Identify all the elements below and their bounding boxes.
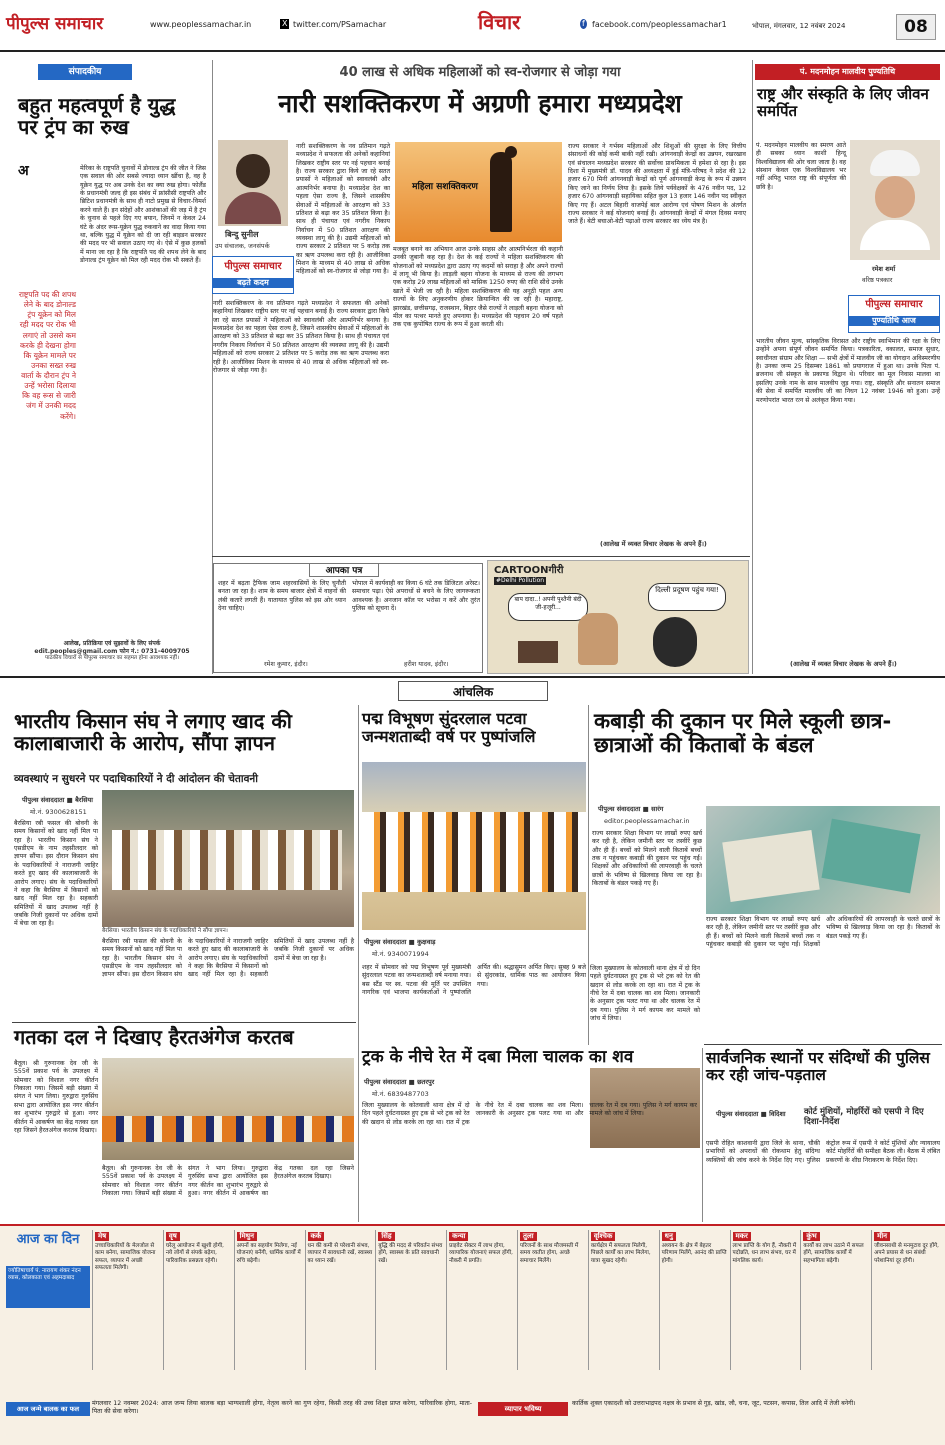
tribute-brand-sub: पुण्यतिथि आज (849, 316, 939, 326)
twitter-icon: X (282, 19, 288, 28)
sign-name: वृष (166, 1232, 180, 1241)
cartoon-title: CARTOONगीरी (494, 565, 564, 576)
tribute-col1: पं. मदनमोहन मालवीय का स्मरण आते ही सबका ध्यान काशी हिन्दू विश्वविद्यालय की ओर चला जाता है। वह संस्थान केवल एक विश्वविद्यालय भर नहीं अपितु भारत राष्ट्र की संपूर्णता की छवि है। (756, 142, 846, 191)
cartoon-subtitle: #Delhi Pollution (496, 577, 545, 584)
story5-photo (102, 1058, 354, 1160)
tribute-body: भारतीय जीवन मूल्य, सांस्कृतिक विरासत और राष्ट्रीय स्वाभिमान की रक्षा के लिए उन्होंने अपना संपूर्ण जीवन समर्पित किया। पत्रकारिता, वकालत, समाज सुधार, स्वाधीनता संग्राम और शिक्षा — सभी क्षेत्रों में मालवीय जी का योगदान अविस्मरणीय है। उनका जन्म 25 दिसम्बर 1861 को प्रयागराज में हुआ था। उनके पिता पं. ब्रजनाथ जी संस्कृत के प्रकाण्ड विद्वान थे। परिवार का मूल निवास मालवा था इसलिए उनके नाम के साथ मालवीय जुड़ गया। राष्ट्र, संस्कृति और सनातन समाज की सेवा में समर्पित मालवीय जी का निधन 12 नवंबर 1946 को हुआ। उन्हें मरणोपरांत भारत रत्न से अलंकृत किया गया। (756, 338, 940, 404)
lead-headline: नारी सशक्तिकरण में अग्रणी हमारा मध्यप्रदेश (278, 89, 682, 118)
horoscope-sign (659, 1230, 730, 1370)
story3-body: राज्य सरकार शिक्षा विभाग पर लाखों रुपए खर्च कर रही है, लेकिन जमीनी स्तर पर तस्वीरें कुछ और ही हैं। बच्चों को मिलने वाली किताबें बच्चों तक न पहुंचकर कबाड़ी की दुकान पर पहुंच गईं। शिक्षकों और अधिकारियों की लापरवाही के चलते छात्रों के भविष्य से खिलवाड़ किया जा रहा है। किताबों के बंडल पकड़े गए हैं। (706, 916, 940, 949)
horoscope-title: आज का दिन (16, 1232, 80, 1247)
lead-author: बिन्दु सुनील (225, 230, 259, 239)
sign-name: वृश्चिक (591, 1232, 616, 1241)
cartoon-figure-1 (578, 613, 618, 665)
editorial-footer (18, 640, 206, 662)
tribute-author-role: वरिष्ठ पत्रकार (862, 276, 893, 284)
section-divider (0, 676, 945, 678)
born-child-title: आज जन्मे बालक का फल (6, 1402, 90, 1416)
horoscope-astrologer: ज्योतिषाचार्य पं. नारायण शंकर नंदन व्यास, कोलकाता एवं अहमदाबाद (6, 1266, 90, 1308)
trade-forecast-title: व्यापार भविष्य (478, 1402, 568, 1416)
story1-phone: मो.नं. 9300628151 (30, 808, 87, 816)
story3-body-col1: राज्य सरकार शिक्षा विभाग पर लाखों रुपए खर्च कर रही है, लेकिन जमीनी स्तर पर तस्वीरें कुछ और ही हैं। बच्चों को मिलने वाली किताबें बच्चों तक न पहुंचकर कबाड़ी की दुकान पर पहुंच गईं। शिक्षकों और अधिकारियों की लापरवाही के चलते छात्रों के भविष्य से खिलवाड़ किया जा रहा है। किताबों के बंडल पकड़े गए हैं। (592, 830, 702, 888)
sign-name: कर्क (308, 1232, 325, 1241)
cartoon-figure-2 (653, 617, 697, 667)
footer-email[interactable]: edit.peoples@gmail.com फोन नं.: 0731-4009705 (34, 647, 190, 655)
masthead-logo: पीपुल्स समाचार (6, 14, 104, 34)
tribute-brand-box (848, 295, 940, 333)
sign-text: प्राइवेट सेक्टर में लाभ होगा, व्यापारिक योजनाएं सफल होंगी, नौकरी में प्रगति। (449, 1243, 513, 1264)
story5-body-col1: बैतूल। श्री गुरुनानक देव जी के 555वें प्रकाश पर्व के उपलक्ष्य में सोमवार को विशाल नगर कीर्तन निकाला गया। जिसमें बड़ी संख्या में संगत ने भाग लिया। गुरुद्वारा गुरुसिंघ सभा द्वारा आयोजित इस नगर कीर्तन का शुभारंभ गुरुद्वारे से हुआ। नगर कीर्तन में आकर्षण का केंद्र गतका दल रहा जिसने हैरतअंगेज करतब दिखाए। (14, 1060, 98, 1134)
story5-body: बैतूल। श्री गुरुनानक देव जी के 555वें प्रकाश पर्व के उपलक्ष्य में सोमवार को विशाल नगर कीर्तन निकाला गया। जिसमें बड़ी संख्या में संगत ने भाग लिया। गुरुद्वारा गुरुसिंघ सभा द्वारा आयोजित इस नगर कीर्तन का शुभारंभ गुरुद्वारे से हुआ। नगर कीर्तन में आकर्षण का केंद्र गतका दल रहा जिसने हैरतअंगेज करतब दिखाए। (102, 1165, 354, 1198)
sign-name: मेष (95, 1232, 109, 1241)
cartoon-bubble-2: दिल्ली प्रदूषण पहुंच गया! (648, 583, 726, 611)
horoscope-sign (234, 1230, 305, 1370)
horoscope-sign (305, 1230, 376, 1370)
story3-headline: कबाड़ी की दुकान पर मिले स्कूली छात्र-छात्राओं की किताबों के बंडल (594, 709, 892, 757)
story2-body: शहर में सोमवार को पद्म विभूषण पूर्व मुख्यमंत्री सुंदरलाल पटवा का जन्मशताब्दी वर्ष मनाया गया। बस स्टैंड पर स्व. पटवा की मूर्ति पर उपस्थित नागरिक एवं भाजपा कार्यकर्ताओं ने पुष्पांजलि अर्पित की। श्रद्धासुमन अर्पित किए। सुबह 9 बजे से सुंदरकांड, धार्मिक पाठ का आयोजन किया गया। (362, 964, 586, 997)
story4-phone: मो.नं. 6839487703 (372, 1090, 429, 1098)
story4-body-top: जिला मुख्यालय के कोतवाली थाना क्षेत्र में दो दिन पहले दुर्घटनाग्रस्त हुए ट्रक से भरे ट्रक को रेत की खदान से लोड करके ला रहा था। रात में ट्रक के नीचे रेत में दबा चालक का शव मिला। जानकारी के अनुसार ट्रक पलट गया था और चालक रेत में दब गया। पुलिस ने मर्ग कायम कर मामले को जांच में लिया। (590, 965, 700, 1023)
story1-photo (102, 790, 354, 927)
story4-body: जिला मुख्यालय के कोतवाली थाना क्षेत्र में दो दिन पहले दुर्घटनाग्रस्त हुए ट्रक से भरे ट्रक को रेत की खदान से लोड करके ला रहा था। रात में ट्रक के नीचे रेत में दबा चालक का शव मिला। जानकारी के अनुसार ट्रक पलट गया था और चालक रेत में दब गया। पुलिस ने मर्ग कायम कर मामले को जांच में लिया। (362, 1102, 697, 1126)
tribute-tag: पं. मदनमोहन मालवीय पुण्यतिथि (755, 64, 940, 80)
horoscope-section (0, 1224, 945, 1445)
facebook-icon: f (582, 19, 585, 28)
brand-sub: बढ़ते कदम (213, 278, 293, 288)
section-title: विचार (478, 10, 521, 34)
story3-byline: पीपुल्स संवाददाता ■ सारंग (598, 805, 664, 813)
column-divider (588, 705, 589, 1045)
sign-text: बुद्धि की मदद से परिवर्तन संभव होंगे, स्वास्थ्य के प्रति सावधानी रखें। (378, 1243, 443, 1264)
born-child-text: मंगलवार 12 नवम्बर 2024: आज जन्म लिया बालक बड़ा भाग्यशाली होगा, नेतृत्व करने का गुण रहेगा, किसी तरह की उच्च शिक्षा प्राप्त करेगा, पारिवारिक होगा, माता-पिता की सेवा करेगा। (92, 1400, 472, 1416)
footer-line1: आलेख, प्रतिक्रिया एवं सुझावों के लिए संपर्क (63, 640, 161, 647)
masthead (0, 0, 945, 52)
editorial-tag: संपादकीय (38, 64, 132, 80)
divider (212, 556, 750, 557)
facebook-link[interactable]: facebook.com/peoplessamachar1 (592, 20, 727, 29)
story1-body: बैरसिया रबी फसल की बोवनी के समय किसानों को खाद नहीं मिल पा रहा है। भारतीय किसान संघ ने एसडीएम के नाम तहसीलदार को ज्ञापन सौंपा। इस दौरान किसान संघ के पदाधिकारियों ने नाराजगी जाहिर करते हुए खाद की कालाबाजारी के आरोप लगाए। संघ के पदाधिकारियों ने कहा कि बैरसिया में किसानों को खाद नहीं मिल रहा है। सहकारी समितियों में खाद उपलब्ध नहीं है जबकि निजी दुकानों पर अधिक दामों में बेचा जा रहा है। (102, 938, 354, 979)
tribute-author: रमेश शर्मा (872, 265, 896, 273)
page-number: 08 (896, 14, 936, 40)
brand-name: पीपुल्स समाचार (224, 261, 282, 272)
lead-col1: नारी सशक्तिकरण के नव प्रतिमान गढ़ते मध्यप्रदेश ने सफलता की अनेकों कहानियां लिखकर राष्ट्रीय स्तर पर नई पहचान बनाई है। राज्य सरकार द्वारा किये जा रहे सतत प्रयासों ने महिलाओं को स्वावलंबी और आत्मनिर्भर बनाया है। मध्यप्रदेश देश का पहला ऐसा राज्य है, जिसने शासकीय सेवाओं में महिलाओं के आरक्षण को 33 प्रतिशत से बढ़ा कर 35 प्रतिशत किया है। साथ ही पंचायत एवं नगरीय निकाय निर्वाचन में 50 प्रतिशत आरक्षण की व्यवस्था लागू की है। उद्यमी महिलाओं को राज्य सरकार 2 प्रतिशत पर 5 करोड़ तक का ऋण उपलब्ध करा रही है। आजीविका मिशन के माध्यम से 40 लाख से अधिक महिलाओं को स्व-रोजगार से जोड़ा गया है। (213, 300, 389, 374)
story2-byline: पीपुल्स संवाददाता ■ कुक्षवाड़ (364, 938, 436, 946)
tribute-portrait (850, 140, 940, 260)
editorial-pullquote: राष्ट्रपति पद की शपथ लेने के बाद डोनाल्ड ट्रंप यूक्रेन को मिल रही मदद पर रोक भी लगाएं तो उससे कम करके ही देखना होगा कि यूक्रेन मामले पर उनका सख्त रुख वार्ता के दौरान ट्रंप ने उन्हें भरोसा दिलाया कि वह रूस से जारी जंग में उनकी मदद करेंगे। (18, 290, 76, 421)
story3-photo (706, 806, 940, 914)
story1-byline: पीपुल्स संवाददाता ■ बैरसिया (22, 796, 93, 804)
sign-text: उच्चाधिकारियों के मेलजोल से काम बनेगा, सामाजिक योजना सफल, व्यापार में अच्छी सफलता मिलेगी। (95, 1243, 156, 1271)
sign-text: कार्यों का लाभ उठाने में सफल होंगे, सामाजिक कार्यों में सहभागिता बढ़ेगी। (803, 1243, 864, 1264)
sign-text: धन की कमी से परेशानी संभव, व्यापार में सावधानी रखें, स्वास्थ्य का ध्यान रखें। (307, 1243, 373, 1264)
cartoon-panel (487, 560, 749, 674)
sign-text: अपनों का सहयोग मिलेगा, नई योजनाएं बनेंगी, धार्मिक कार्यों में रुचि बढ़ेगी। (236, 1243, 301, 1264)
column-divider (358, 705, 359, 1222)
tribute-headline: राष्ट्र और संस्कृति के लिए जीवन समर्पित (757, 85, 929, 120)
story6-headline: सार्वजनिक स्थानों पर संदिग्धों की पुलिस कर रही जांच-पड़ताल (706, 1049, 930, 1085)
letter-1: शहर में बढ़ता ट्रैफिक जाम शहरवासियों के लिए चुनौती बनता जा रहा है। शाम के समय बाजार क्षेत्रों में वाहनों की लंबी कतारें लगती हैं। यातायात पुलिस को इस ओर ध्यान देना चाहिए। (218, 580, 346, 613)
story4-byline: पीपुल्स संवाददाता ■ छतरपुर (364, 1078, 435, 1086)
tribute-brand: पीपुल्स समाचार (865, 299, 923, 310)
column-divider (752, 60, 753, 674)
sign-text: कार्यक्षेत्र में सफलता मिलेगी, पिछले कार्यों का लाभ मिलेगा, यात्रा सुखद रहेगी। (590, 1243, 651, 1264)
sign-text: लाभ प्राप्ति के योग हैं, नौकरी में पदोन्नति, धन लाभ संभव, घर में मांगलिक कार्य। (732, 1243, 797, 1264)
story6-body: एसपी रोहित काशवानी द्वारा जिले के थाना, चौकी प्रभारियों को अपराधों की रोकथाम हेतु संदिग्ध व्यक्तियों की जांच करने के निर्देश दिए गए। पुलिस कंट्रोल रूम में एसपी ने कोर्ट मुंशियों और न्यायालय कोर्ट मोहर्रिरों की समीक्षा बैठक ली। बैठक में लंबित प्रकरणों के शीघ्र निराकरण के निर्देश दिए। (706, 1140, 940, 1164)
women-empowerment-illustration (395, 142, 562, 242)
website-link[interactable]: www.peoplessamachar.in (150, 20, 252, 29)
horoscope-grid (92, 1230, 942, 1370)
dropcap: अ (18, 163, 29, 179)
letter-2-author: हरीश यादव, इंदौर। (404, 660, 449, 668)
dateline: भोपाल, मंगलवार, 12 नवंबर 2024 (752, 22, 846, 30)
lead-col3: राज्य सरकार ने गर्भस्थ महिलाओं और शिशुओं की सुरक्षा के लिए वित्तीय संसाधनों की कोई कमी बाकी नहीं रखी। आंगनवाड़ी केन्द्रों का उन्नयन, रखरखाव एवं संचालन मध्यप्रदेश सरकार की सर्वोच्च प्राथमिकता में हमेशा से रहा है। इस दिशा में मुख्यमंत्री डॉ. यादव की अध्यक्षता में हुई मंत्रि-परिषद ने प्रदेश की 12 हजार 670 मिनी आंगनवाड़ी केन्द्रों को पूर्ण आंगनवाड़ी केन्द्र के रूप में उन्नयन किए जाने का निर्णय लिया है। इसके लिये पर्यवेक्षकों के 476 नवीन पद, 12 हजार 670 आंगनवाड़ी सहायिका सहित कुल 13 हजार 146 नवीन पद स्वीकृत किए गए हैं। अटल बिहारी वाजपेई बाल आरोग्य एवं पोषण मिशन के अंतर्गत राज्य सरकार ने कई योजनाएं बनाई हैं। आंगनवाड़ी केन्द्रों में मंगल दिवस मनाए जाते हैं। बेटी बचाओ-बेटी पढ़ाओ राज्य सरकार का ध्येय मंत्र है। (568, 143, 746, 226)
horoscope-sign (730, 1230, 801, 1370)
cartoon-briefcase (518, 641, 558, 663)
sign-name: तुला (520, 1232, 537, 1241)
sign-name: कन्या (449, 1232, 468, 1241)
sign-name: मिथुन (237, 1232, 257, 1241)
editorial-body: मेरिका के राष्ट्रपति चुनावों में डोनाल्ड ट्रंप की जीत ने जिस एक सवाल की ओर सबसे ज्यादा ध्यान खींचा है, वह है यूक्रेन युद्ध पर अब उनके देश का क्या रुख होगा। फोलैंड के प्रधानमंत्री जल्द ही इस संबंध में फ्रांसीसी राष्ट्रपति और ब्रिटिश प्रधानमंत्री के साथ ही नाटो प्रमुख से विचार-विमर्श करने वाले हैं। इन संदेहों और आशंकाओं की जड़ में है ट्रंप के चुनाव से पहले दिए गए बयान, जिनमें न केवल 24 घंटे के अंदर रूस-यूक्रेन युद्ध रुकवाने का वादा किया गया था, बल्कि युद्ध में यूक्रेन को दी जा रही बाइडन सरकार की मदद पर भी सवाल उठाए गए थे। ऐसे में कुछ हलकों में माना जा रहा है कि राष्ट्रपति पद की शपथ लेने के बाद डोनाल्ड ट्रंप यूक्रेन को मिल रही मदद रोक भी सकते हैं। (80, 165, 206, 264)
story1-headline: भारतीय किसान संघ ने लगाए खाद की कालाबाजारी के आरोप, सौंपा ज्ञापन (14, 709, 292, 756)
letter-2: भोपाल में कार्यवाही का किया 6 घंटे तक डिजिटल अरेस्ट। समाचार पढ़ा। ऐसे अपराधों से बचने के लिए जागरूकता आवश्यक है। अनजान कॉल पर भरोसा न करें और तुरंत पुलिस को सूचना दें। (352, 580, 480, 613)
horoscope-sign (92, 1230, 163, 1370)
lead-author-role: उप संचालक, जनसंपर्क (215, 242, 270, 250)
sign-name: कुंभ (803, 1232, 819, 1241)
twitter-link[interactable]: twitter.com/PSamachar (293, 20, 387, 29)
divider (704, 1044, 942, 1045)
footer-disclaimer: पाठकीय विचारों से पीपुल्स समाचार का सहमत होना आवश्यक नहीं। (44, 655, 180, 661)
story1-caption: बैरसिया। भारतीय किसान संघ के पदाधिकारियों ने सौंपा ज्ञापन। (102, 928, 228, 934)
horoscope-sign (517, 1230, 588, 1370)
letters-tag: आपका पत्र (309, 563, 379, 577)
editorial-headline: बहुत महत्वपूर्ण है युद्ध पर ट्रंप का रुख (18, 93, 176, 140)
story5-headline: गतका दल ने दिखाए हैरतअंगेज करतब (14, 1025, 294, 1049)
story1-body-col1: बैरसिया रबी फसल की बोवनी के समय किसानों को खाद नहीं मिल पा रहा है। भारतीय किसान संघ ने एसडीएम के नाम तहसीलदार को ज्ञापन सौंपा। इस दौरान किसान संघ के पदाधिकारियों ने नाराजगी जाहिर करते हुए खाद की कालाबाजारी के आरोप लगाए। संघ के पदाधिकारियों ने कहा कि बैरसिया में किसानों को खाद नहीं मिल रहा है। सहकारी समितियों में खाद उपलब्ध नहीं है जबकि निजी दुकानों पर अधिक दामों में बेचा जा रहा है। (14, 820, 98, 928)
divider (12, 1022, 356, 1023)
horoscope-sign (446, 1230, 517, 1370)
story6-byline: पीपुल्स संवाददाता ■ विदिशा (716, 1110, 786, 1118)
sign-name: सिंह (378, 1232, 394, 1241)
sign-name: मीन (874, 1232, 890, 1241)
lead-col1-top: नारी सशक्तिकरण के नव प्रतिमान गढ़ते मध्यप्रदेश ने सफलता की अनेकों कहानियां लिखकर राष्ट्रीय स्तर पर नई पहचान बनाई है। राज्य सरकार द्वारा किये जा रहे सतत प्रयासों ने महिलाओं को स्वावलंबी और आत्मनिर्भर बनाया है। मध्यप्रदेश देश का पहला ऐसा राज्य है, जिसने शासकीय सेवाओं में महिलाओं के आरक्षण को 33 प्रतिशत से बढ़ा कर 35 प्रतिशत किया है। साथ ही पंचायत एवं नगरीय निकाय निर्वाचन में 50 प्रतिशत आरक्षण की व्यवस्था लागू की है। उद्यमी महिलाओं को राज्य सरकार 2 प्रतिशत पर 5 करोड़ तक का ऋण उपलब्ध करा रही है। आजीविका मिशन के माध्यम से 40 लाख से अधिक महिलाओं को स्व-रोजगार से जोड़ा गया है। (296, 143, 390, 276)
story1-subhead: व्यवस्थाएं न सुधरने पर पदाधिकारियों ने दी आंदोलन की चेतावनी (14, 773, 258, 785)
sign-name: धनु (662, 1232, 676, 1241)
illustration-label: महिला सशक्तिकरण (412, 182, 478, 192)
story4-headline: ट्रक के नीचे रेत में दबा मिला चालक का शव (362, 1047, 634, 1067)
horoscope-sign (800, 1230, 871, 1370)
lead-signoff: (आलेख में व्यक्त विचार लेखक के अपने हैं।) (600, 540, 707, 548)
story2-photo (362, 762, 586, 930)
story6-subhead: कोर्ट मुंशियों, मोहर्रिरों को एसपी ने दिए दिशा-निर्देश (804, 1107, 924, 1127)
tribute-signoff: (आलेख में व्यक्त विचार लेखक के अपने हैं।) (790, 660, 897, 668)
sign-name: मकर (733, 1232, 751, 1241)
author-photo (218, 140, 288, 226)
lead-col2: मजबूत बनाने का अभियान आज उनके साहस और आत्मनिर्भरता की कहानी उनकी जुबानी कह रहा है। देश के कई राज्यों ने महिला सशक्तिकरण की योजनाओं को मध्यप्रदेश द्वारा उठाए गए कदमों को सराहा है और अपने राज्यों में लागू भी किया है। लाड़ली बहना योजना के माध्यम से राज्य की लगभग एक करोड़ 29 लाख महिलाओं को मासिक 1250 रुपए की राशि सीधे उनके खाते में भेजी जा रही है। महिला सशक्तिकरण की यह अनूठी पहल अन्य राज्यों के लिए अनुकरणीय होकर क्रियान्वित की जा रही है। महाराष्ट्र, झारखंड, छत्तीसगढ़, राजस्थान, बिहार जैसे राज्यों ने लाड़ली बहना योजना को मील का पत्थर मानते हुए अपनाया है। मध्यप्रदेश की पहचान 20 वर्ष पहले तक एक कुपोषित राज्य के रूप में हुआ करती थी। (393, 246, 563, 329)
horoscope-sign (163, 1230, 234, 1370)
story2-headline: पद्म विभूषण सुंदरलाल पटवा जन्मशताब्दी वर्ष पर पुष्पांजलि (362, 709, 536, 746)
story3-email[interactable]: editor.peoplessamachar.in (604, 817, 690, 825)
cartoon-bubble-1: बाप दादा..! अपनी पुश्तैनी बंदी जी-हजूरी... (508, 593, 588, 621)
sign-text: अध्ययन के क्षेत्र में बेहतर परिणाम मिलेंगे, आनंद की प्राप्ति होगी। (661, 1243, 727, 1264)
trade-forecast-text: कार्तिक शुक्ल एकादशी को उत्तराभाद्रपद नक्षत्र के प्रभाव से गुड़, खांड, जौ, चना, जूट, पटसन, कपास, तिल आदि में तेजी बनेगी। (572, 1400, 856, 1407)
regional-tag: आंचलिक (398, 681, 548, 701)
column-divider (702, 1048, 703, 1222)
brand-box (212, 256, 294, 294)
letter-1-author: रमेश कुमार, इंदौर। (264, 660, 308, 668)
lead-kicker: 40 लाख से अधिक महिलाओं को स्व-रोजगार से जोड़ा गया (339, 65, 621, 80)
sign-text: घरेलू आयोजन में खुशी होगी, नये लोगों से संपर्क बढ़ेगा, पारिवारिक प्रसन्नता रहेगी। (165, 1243, 224, 1264)
horoscope-sign (588, 1230, 659, 1370)
sign-text: जीवनसाथी से मनमुटाव दूर होंगे, अपने प्रयास से धन संबंधी परेशानियां दूर होंगी। (874, 1243, 939, 1264)
horoscope-sign (871, 1230, 942, 1370)
letters-box (213, 563, 483, 673)
sign-text: परिजनों के साथ मौजमस्ती में समय व्यतीत होगा, अच्छे समाचार मिलेंगे। (520, 1243, 579, 1264)
horoscope-sign (375, 1230, 446, 1370)
story2-phone: मो.नं. 9340071994 (372, 950, 429, 958)
